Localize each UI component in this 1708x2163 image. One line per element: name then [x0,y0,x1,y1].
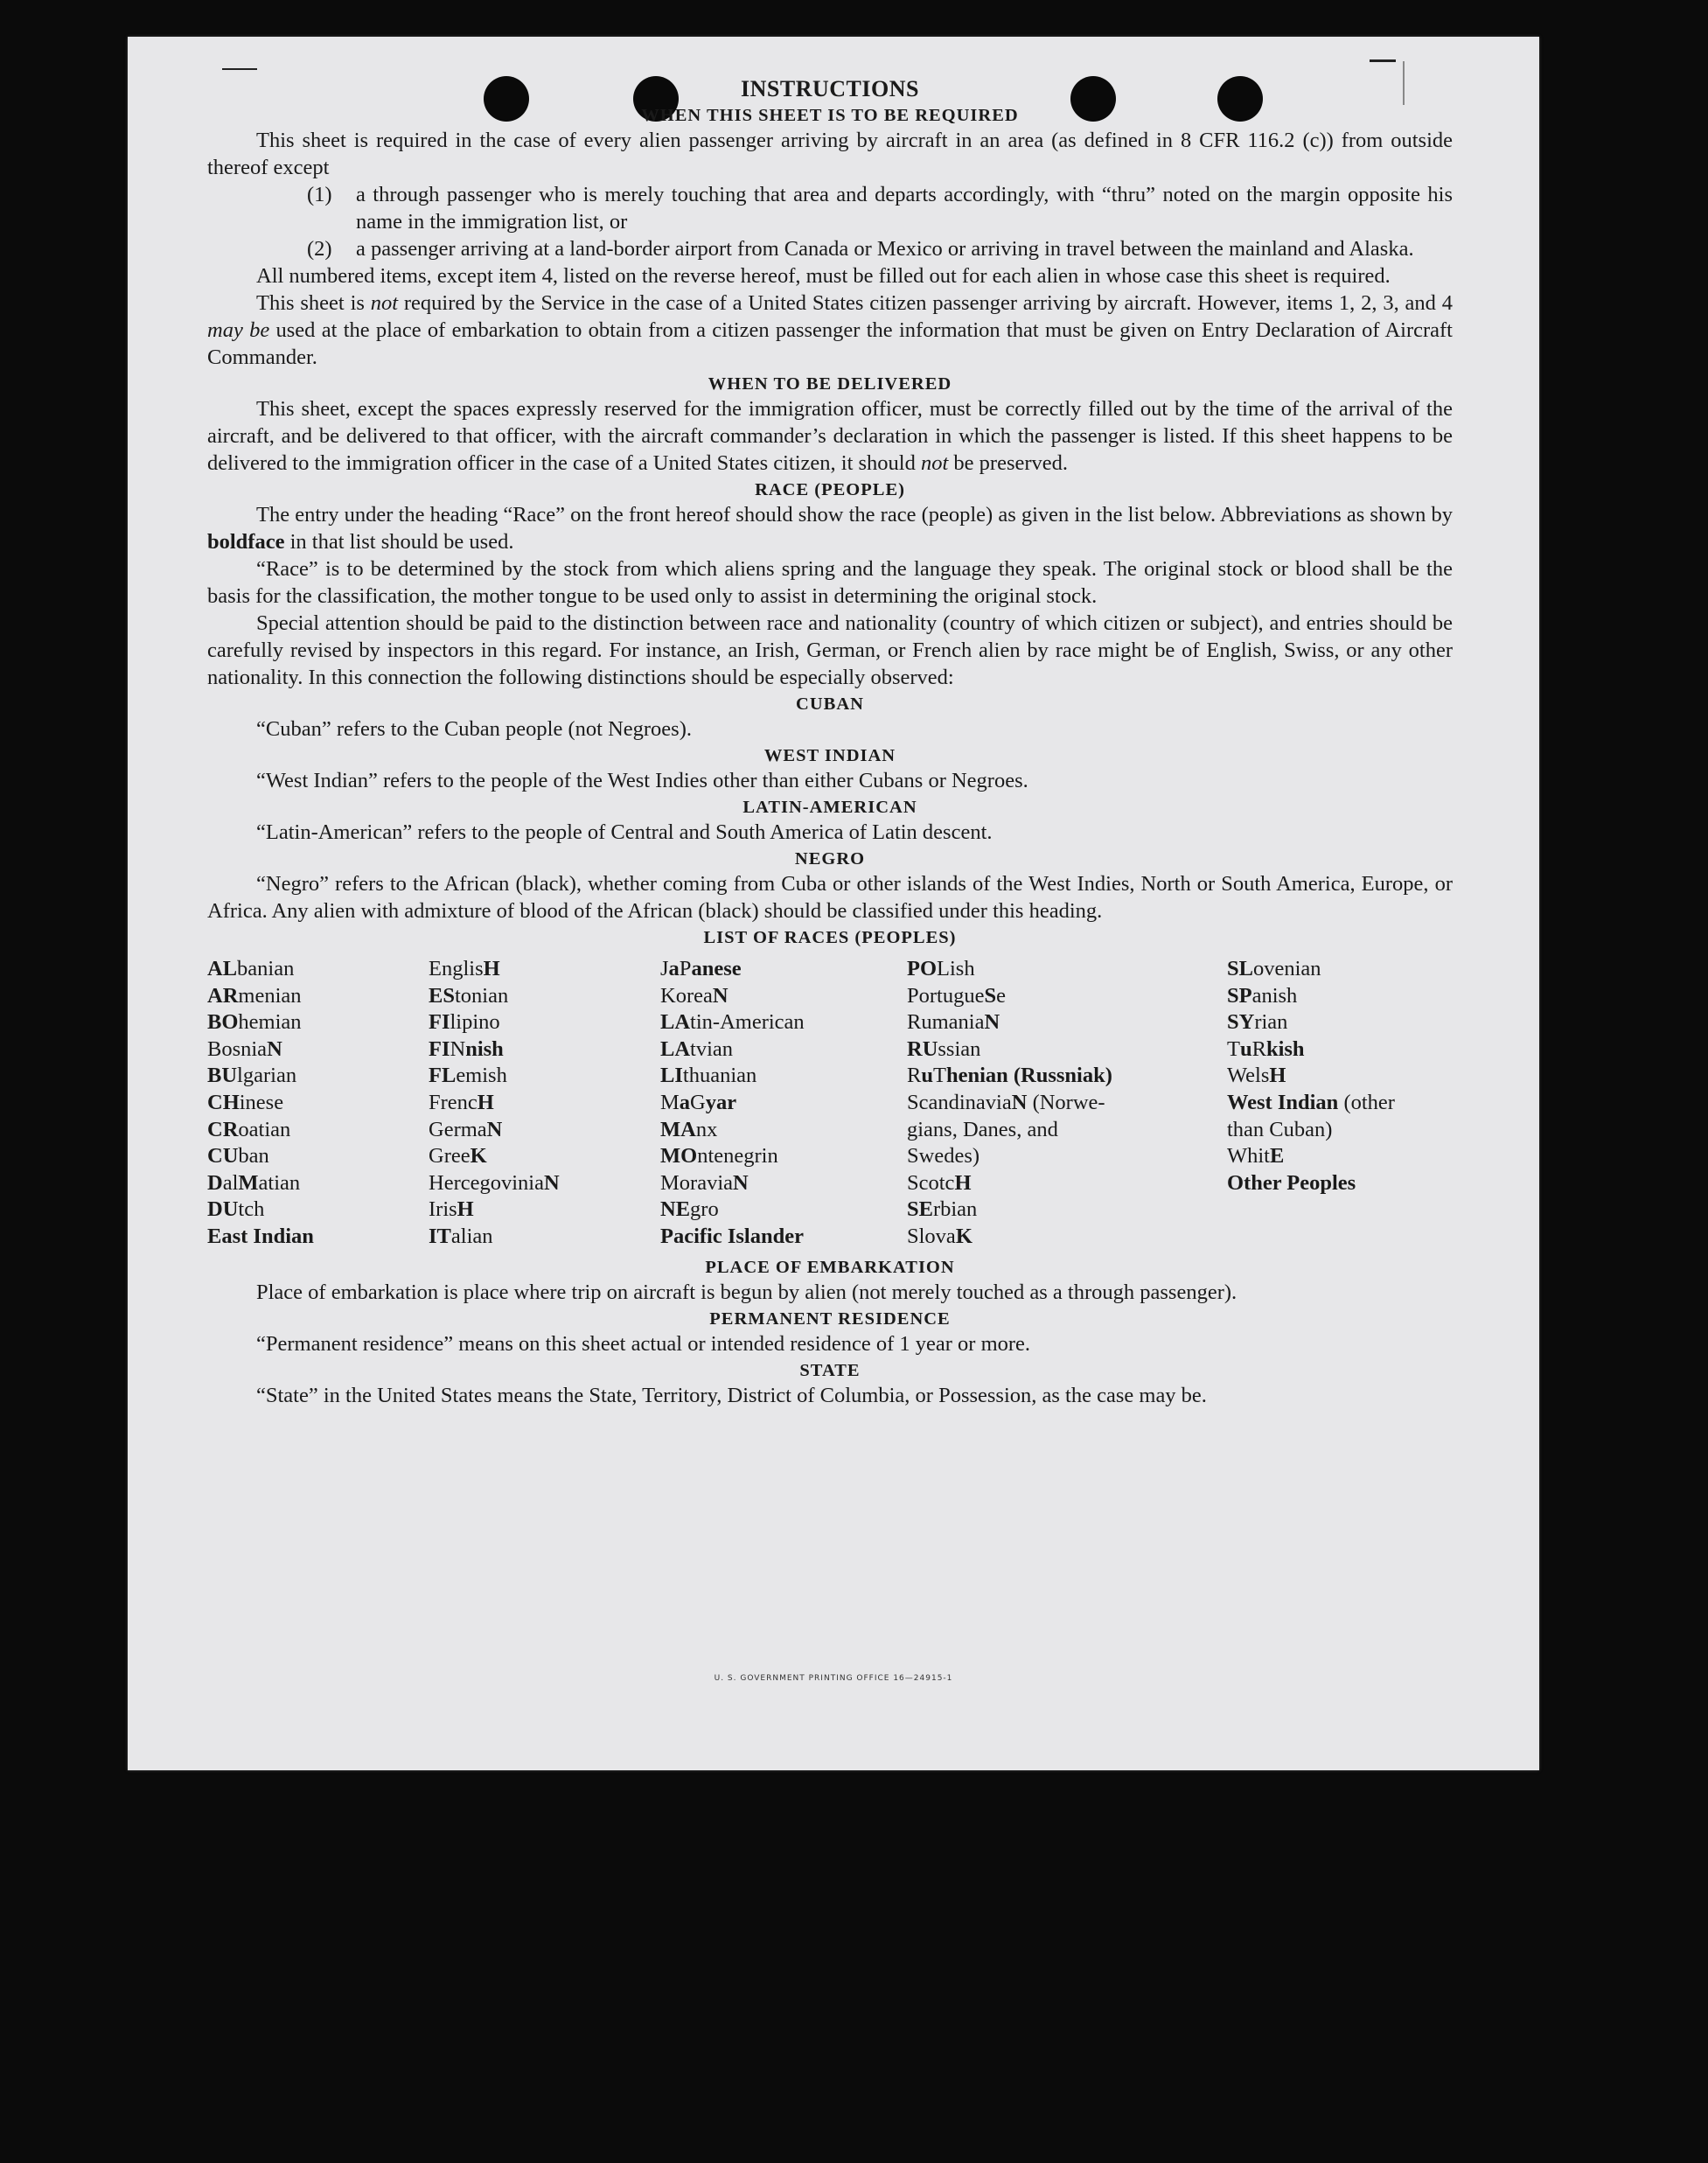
race-entry [207,1063,429,1090]
text-run: This sheet is [256,291,371,315]
race-entry [1227,983,1453,1010]
race-abbrev: CU [207,1144,239,1169]
race-entry [207,1170,429,1197]
race-entry [429,1009,660,1036]
race-entry [1227,1036,1453,1064]
race-abbrev: K [955,1224,973,1248]
race-text: tin-American [690,1010,805,1035]
race-entry [1227,956,1453,983]
paragraph: This sheet is required in the case of every alien passenger arriving by aircraft in an area (as defined in 8 CFR 116.2 (c)) from outside thereof except [207,129,1453,179]
race-entry [429,1090,660,1117]
races-column [429,956,660,1251]
race-entry [429,1143,660,1170]
race-entry [1227,1143,1453,1170]
subheading-negro: NEGRO [794,849,866,869]
section-heading: PERMANENT RESIDENCE [709,1308,951,1329]
race-text: T [1227,1036,1240,1061]
race-text: tvian [690,1036,734,1061]
text-run: be preserved. [948,451,1069,475]
race-entry [660,1170,907,1197]
race-entry [429,1117,660,1144]
paragraph: “State” in the United States means the State, Territory, District of Columbia, or Possession, as the case may be. [256,1383,1207,1407]
race-abbrev: a [668,957,680,980]
race-text: G [690,1090,706,1114]
race-entry [907,983,1227,1010]
text-run: in that list should be used. [284,530,514,554]
race-entry [907,1117,1227,1144]
race-abbrev: West Indian [1227,1090,1339,1114]
race-abbrev: RU [907,1036,938,1061]
race-abbrev: H [954,1170,972,1195]
race-abbrev: PO [907,957,938,980]
race-abbrev: N [733,1170,749,1195]
race-abbrev: N [1011,1090,1028,1114]
text-run: used at the place of embarkation to obtain from a citizen passenger the information that must be given on Entry Declaration of Aircraft Commander. [207,318,1453,369]
race-entry [907,1009,1227,1036]
emphasis: not [370,291,399,315]
paragraph: “Latin-American” refers to the people of Central and South America of Latin descent. [256,820,993,844]
printer-imprint: U. S. GOVERNMENT PRINTING OFFICE 16—24915-1 [714,1674,953,1683]
race-text: e [996,983,1006,1008]
list-heading: LIST OF RACES (PEOPLES) [703,928,957,947]
race-abbrev: IT [429,1224,451,1248]
scan-mark [1370,59,1396,62]
race-text: hemian [238,1010,302,1035]
paragraph: Place of embarkation is place where trip on aircraft is begun by alien (not merely touched as a through passenger). [256,1280,1237,1304]
race-text: P [679,957,692,980]
emphasis: not [920,451,949,475]
race-abbrev: BU [207,1064,238,1088]
race-abbrev: u [921,1064,933,1088]
section-heading: WHEN TO BE DELIVERED [708,374,952,394]
subheading-west-indian: WEST INDIAN [763,746,896,765]
race-abbrev: kish [1265,1036,1305,1061]
paragraph: “Negro” refers to the African (black), whether coming from Cuba or other islands of the West Indies, North or South America, Europe, or Africa. Any alien with admixture of blood of the African (black) should be classified under this heading. [207,872,1453,923]
race-entry [660,1063,907,1090]
subheading-cuban: CUBAN [796,694,864,714]
race-abbrev: Other Peoples [1227,1170,1356,1195]
race-text: Gree [429,1144,471,1169]
paragraph [207,290,1453,371]
race-text: R [1251,1036,1266,1061]
race-text: (other [1338,1090,1395,1114]
race-text: Whit [1227,1144,1270,1169]
race-text: ban [238,1144,269,1169]
race-text: Portugue [907,983,985,1008]
race-text: Scandinavia [907,1090,1012,1114]
paragraph: Special attention should be paid to the distinction between race and nationality (country of which citizen or subject), and entries should be carefully revised by inspectors in this regard. For instance, an Irish, German, or French alien by race might be of English, Swiss, or any other nationality. In this connection the following distinctions should be especially observed: [207,611,1453,689]
race-abbrev: N [712,983,729,1008]
race-entry [1227,1170,1453,1197]
race-text: ssian [938,1036,981,1061]
race-text: Frenc [429,1090,478,1114]
race-abbrev: S [984,983,997,1008]
paragraph: “Race” is to be determined by the stock from which aliens spring and the language they speak. The original stock or blood shall be the basis for the classification, the mother tongue to be used only to assist in determining the original stock. [207,557,1453,608]
race-text: emish [456,1064,507,1088]
race-entry [907,1170,1227,1197]
races-list [207,956,1453,1251]
race-abbrev: CH [207,1090,240,1114]
emphasis: may be [207,318,270,342]
race-entry [207,1143,429,1170]
race-text: anish [1251,983,1298,1008]
race-entry [207,1197,429,1224]
race-text: Englis [429,957,484,980]
item-text: a passenger arriving at a land-border airport from Canada or Mexico or arriving in travel between the mainland and Alaska. [356,237,1414,261]
race-abbrev: AR [207,983,239,1008]
race-abbrev: East Indian [207,1224,314,1248]
race-text: Slova [907,1224,956,1248]
race-abbrev: MO [660,1144,698,1169]
race-abbrev: H [483,957,500,980]
race-abbrev: M [238,1170,259,1195]
document-page [128,37,1539,1770]
scan-mark [222,68,257,70]
race-abbrev: CR [207,1117,239,1141]
race-entry [429,1036,660,1064]
race-abbrev: anese [691,957,742,980]
race-text: al [222,1170,239,1195]
paragraph: “West Indian” refers to the people of the West Indies other than either Cubans or Negroes. [256,769,1028,792]
race-entry [429,1197,660,1224]
race-entry [907,956,1227,983]
race-text: M [660,1090,680,1114]
race-entry [660,1143,907,1170]
race-text: inese [239,1090,284,1114]
race-entry [660,1117,907,1144]
race-abbrev: MA [660,1117,696,1141]
race-text: rbian [932,1197,978,1222]
race-text: R [907,1064,922,1088]
race-abbrev: SY [1227,1010,1255,1035]
instructions-content [207,75,1453,1409]
section-heading: RACE (PEOPLE) [755,480,905,499]
race-text: tonian [454,983,509,1008]
race-text: ntenegrin [697,1144,778,1169]
race-abbrev: nish [465,1036,504,1061]
race-entry [1227,1117,1453,1144]
race-entry [429,1063,660,1090]
race-text: than Cuban) [1227,1117,1333,1141]
paragraph: All numbered items, except item 4, listed on the reverse hereof, must be filled out for each alien in whose case this sheet is required. [256,264,1391,288]
race-entry [207,1009,429,1036]
bold-word: boldface [207,530,285,554]
race-text: nx [695,1117,718,1141]
section-heading: WHEN THIS SHEET IS TO BE REQUIRED [641,106,1019,125]
race-entry [429,956,660,983]
races-column [907,956,1227,1251]
race-text: J [660,957,669,980]
race-text: Hercegovinia [429,1170,544,1195]
list-item [307,181,1453,235]
race-abbrev: NE [660,1197,691,1222]
races-column [1227,956,1453,1251]
race-text: Germa [429,1117,487,1141]
race-entry [1227,1063,1453,1090]
race-abbrev: SP [1227,983,1252,1008]
race-entry [907,1090,1227,1117]
paragraph [207,501,1453,555]
race-entry [907,1197,1227,1224]
race-abbrev: BO [207,1010,239,1035]
race-text: menian [238,983,302,1008]
race-abbrev: henian (Russniak) [945,1064,1112,1088]
race-text: Moravia [660,1170,733,1195]
race-entry [660,1009,907,1036]
race-abbrev: N [543,1170,560,1195]
item-text: a through passenger who is merely touching that area and departs accordingly, with “thru” noted on the margin opposite his name in the immigration list, or [356,183,1453,234]
race-entry [907,1036,1227,1064]
race-text: lgarian [237,1064,297,1088]
race-abbrev: N [984,1010,1000,1035]
race-abbrev: LA [660,1010,691,1035]
race-text: Wels [1227,1064,1270,1088]
race-text: Scotc [907,1170,955,1195]
race-entry [207,983,429,1010]
race-text: gro [690,1197,719,1222]
race-abbrev: LA [660,1036,691,1061]
race-text: (Norwe- [1027,1090,1105,1114]
race-abbrev: SL [1227,957,1253,980]
text-run: required by the Service in the case of a United States citizen passenger arriving by aircraft. However, items 1, 2, 3, and 4 [398,291,1453,315]
race-text: gians, Danes, and [907,1117,1058,1141]
race-abbrev: FI [429,1036,450,1061]
subheading-latin-american: LATIN-AMERICAN [742,798,917,817]
race-text: Lish [937,957,975,980]
race-abbrev: ES [429,983,455,1008]
race-entry [207,1117,429,1144]
race-abbrev: a [679,1090,691,1114]
race-text: Rumania [907,1010,985,1035]
race-text: rian [1254,1010,1288,1035]
race-abbrev: D [207,1170,223,1195]
section-heading: STATE [799,1360,861,1380]
race-abbrev: H [1269,1064,1286,1088]
race-abbrev: K [470,1144,487,1169]
race-entry [660,1036,907,1064]
race-entry [660,1090,907,1117]
race-text: tch [238,1197,265,1222]
race-entry [429,1170,660,1197]
race-abbrev: H [477,1090,494,1114]
race-abbrev: LI [660,1064,683,1088]
race-entry [907,1224,1227,1251]
paragraph [207,395,1453,477]
list-item [307,235,1453,262]
race-text: ovenian [1252,957,1321,980]
item-number: (2) [307,237,332,261]
race-entry [207,956,429,983]
races-column [660,956,907,1251]
race-entry [660,1224,907,1251]
race-entry [907,1143,1227,1170]
race-abbrev: SE [907,1197,933,1222]
race-text: oatian [238,1117,291,1141]
race-abbrev: yar [705,1090,737,1114]
race-abbrev: N [486,1117,503,1141]
race-entry [207,1224,429,1251]
race-abbrev: Pacific Islander [660,1224,804,1248]
race-text: Bosnia [207,1036,268,1061]
race-entry [660,956,907,983]
race-text: T [932,1064,946,1088]
race-abbrev: FL [429,1064,457,1088]
race-text: Swedes) [907,1144,980,1169]
race-entry [1227,1009,1453,1036]
race-entry [660,983,907,1010]
text-run: The entry under the heading “Race” on the front hereof should show the race (people) as given in the list below. Abbreviations as shown by [256,503,1453,527]
race-entry [429,983,660,1010]
race-abbrev: u [1239,1036,1252,1061]
race-text: banian [237,957,295,980]
race-entry [1227,1090,1453,1117]
race-text: Iris [429,1197,457,1222]
races-column [207,956,429,1251]
race-text: N [450,1036,466,1061]
race-text: thuanian [682,1064,757,1088]
page-title: INSTRUCTIONS [741,76,919,101]
race-text: atian [258,1170,301,1195]
race-entry [907,1063,1227,1090]
race-text: lipino [450,1010,500,1035]
race-text: alian [450,1224,493,1248]
paragraph: “Permanent residence” means on this sheet actual or intended residence of 1 year or more. [256,1331,1031,1356]
section-heading: PLACE OF EMBARKATION [705,1257,955,1277]
race-abbrev: DU [207,1197,239,1222]
item-number: (1) [307,183,332,206]
race-text: Korea [660,983,713,1008]
race-entry [207,1036,429,1064]
race-abbrev: N [267,1036,282,1061]
text-run: This sheet, except the spaces expressly reserved for the immigration officer, must be correctly filled out by the time of the arrival of the aircraft, and be delivered to that officer, with the aircraft commander’s declaration in which the passenger is listed. If this sheet happens to be delivered to the immigration officer in the case of a United States citizen, it should [207,397,1453,475]
race-abbrev: AL [207,957,238,980]
race-entry [660,1197,907,1224]
paragraph: “Cuban” refers to the Cuban people (not Negroes). [256,717,692,741]
race-abbrev: E [1270,1144,1285,1169]
race-entry [207,1090,429,1117]
race-abbrev: FI [429,1010,450,1035]
race-entry [429,1224,660,1251]
race-abbrev: H [457,1197,474,1222]
